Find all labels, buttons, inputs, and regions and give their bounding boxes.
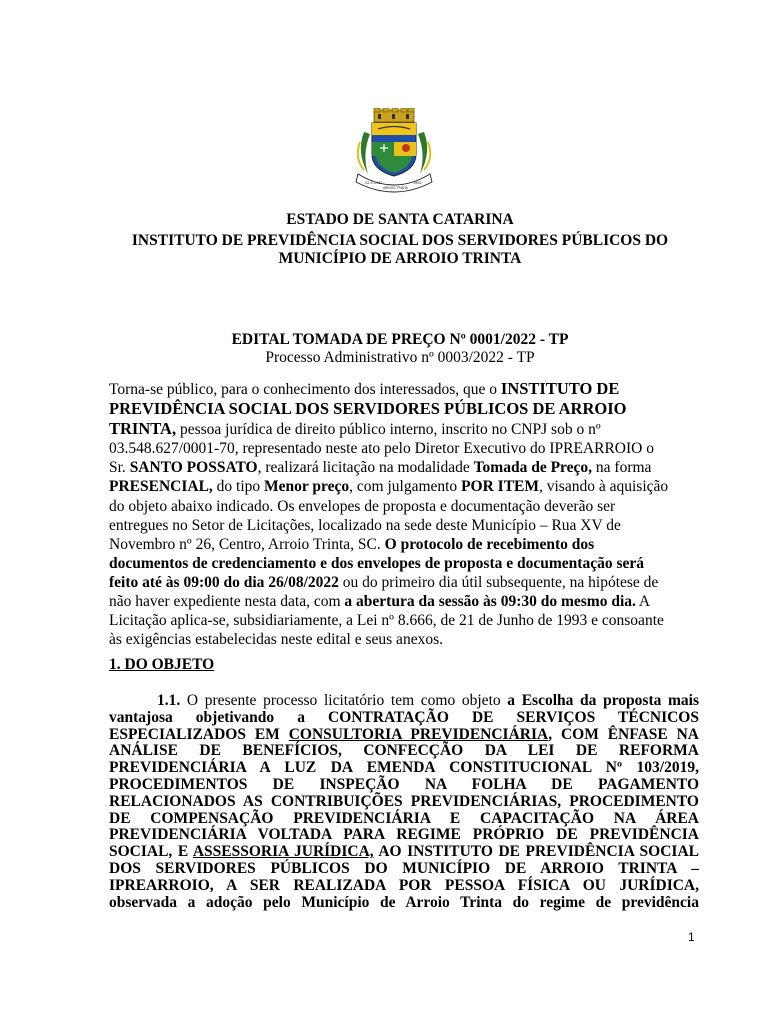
- director-name: SANTO POSSATO: [129, 459, 258, 477]
- item-line: DOS SERVIDORES PÚBLICOS DO MUNICÍPIO DE ARROIO TRINTA –: [109, 859, 699, 877]
- item-line: DE COMPENSAÇÃO PREVIDENCIÁRIA E CAPACITAÇÃO NA ÁREA: [109, 809, 699, 827]
- item-line: O presente processo licitatório tem como objeto: [186, 692, 501, 709]
- item-line-underlined: CONSULTORIA PREVIDENCIÁRIA: [288, 725, 549, 743]
- header-municipality: MUNICÍPIO DE ARROIO TRINTA: [278, 250, 522, 267]
- intro-text-6: , com julgamento: [349, 478, 462, 496]
- item-line: vantajosa objetivando a CONTRATAÇÃO DE SERVIÇOS TÉCNICOS: [109, 708, 699, 726]
- type: Menor preço: [264, 478, 350, 496]
- intro-text-2: pessoa jurídica de direito público interno, inscrito no CNPJ sob o nº 03.548.627/0001-70, representado neste ato pelo Diretor Executivo do IPREARROIO o Sr.: [109, 421, 654, 477]
- crest-banner-mid: ARROIO TRINTA: [383, 186, 408, 190]
- item-line: AO INSTITUTO DE PREVIDÊNCIA SOCIAL: [373, 843, 699, 861]
- form: PRESENCIAL,: [109, 478, 213, 496]
- item-line: PREVIDENCIÁRIA VOLTADA PARA REGIME PRÓPRIO DE PREVIDÊNCIA: [109, 826, 699, 844]
- header-institute: INSTITUTO DE PREVIDÊNCIA SOCIAL DOS SERVIDORES PÚBLICOS DO: [131, 232, 669, 249]
- item-line: PREVIDENCIÁRIA A LUZ DA EMENDA CONSTITUCIONAL Nº 103/2019,: [109, 759, 699, 777]
- item-line: RELACIONADOS AS CONTRIBUIÇÕES PREVIDENCIÁRIAS, PROCEDIMENTO: [109, 792, 699, 810]
- session-opening: a abertura da sessão às 09:30 do mesmo dia.: [344, 593, 636, 611]
- intro-text-5: do tipo: [212, 478, 265, 496]
- intro-text-1: Torna-se público, para o conhecimento dos interessados, que o: [109, 381, 501, 398]
- judgement: POR ITEM: [461, 478, 539, 496]
- process-number: Processo Administrativo nº 0003/2022 - TP: [265, 349, 535, 366]
- intro-paragraph: [109, 379, 669, 649]
- section-heading-objeto: 1. DO OBJETO: [109, 656, 215, 673]
- item-line: IPREARROIO, A SER REALIZADA POR PESSOA FÍSICA OU JURÍDICA,: [109, 876, 699, 894]
- protocol-deadline: O protocolo de recebimento dos documentos de credenciamento e dos envelopes de proposta e documentação será feito até às 09:00 do dia 26/08/2022: [109, 535, 644, 591]
- item-line-underlined: ASSESSORIA JURÍDICA,: [192, 843, 374, 861]
- intro-text-3: , realizará licitação na modalidade: [257, 459, 474, 477]
- item-line: a Escolha da proposta mais: [507, 692, 700, 709]
- intro-text-7: , visando à aquisição do objeto abaixo indicado. Os envelopes de proposta e documentação deverão ser entregues no Setor de Licitações, localizado na sede deste Município – Rua XV de Novembro nº 26, Centro, Arroio Trinta, SC.: [109, 478, 669, 553]
- section-item-1-1: [109, 693, 699, 911]
- item-line: ESPECIALIZADOS EM: [109, 725, 289, 743]
- item-line: PROCEDIMENTOS DE INSPEÇÃO NA FOLHA DE PAGAMENTO: [109, 775, 699, 793]
- item-line: observada a adoção pelo Município de Arroio Trinta do regime de previdência: [109, 893, 699, 911]
- modality: Tomada de Preço,: [473, 459, 593, 477]
- item-number: 1.1.: [157, 692, 181, 709]
- institute-name: INSTITUTO DE PREVIDÊNCIA SOCIAL DOS SERVIDORES PÚBLICOS DE ARROIO TRINTA,: [109, 379, 627, 439]
- coat-of-arms-logo: [350, 108, 438, 194]
- item-line: , COM ÊNFASE NA: [548, 725, 699, 743]
- item-line: SOCIAL, E: [109, 843, 193, 861]
- edital-title: EDITAL TOMADA DE PREÇO Nº 0001/2022 - TP: [231, 331, 569, 348]
- intro-text-4: na forma: [592, 459, 652, 477]
- intro-text-9: A Licitação aplica-se, subsidiariamente, a Lei nº 8.666, de 21 de Junho de 1993 e consoante às exigências estabelecidas neste edital e seus anexos.: [109, 593, 664, 649]
- crest-banner-right: 1962: [413, 181, 422, 185]
- intro-text-8: ou do primeiro dia útil subsequente, na hipótese de não haver expediente nesta data, com: [109, 573, 659, 611]
- header-state: ESTADO DE SANTA CATARINA: [286, 211, 514, 228]
- item-line: ANÁLISE DE BENEFÍCIOS, CONFECÇÃO DA LEI DE REFORMA: [109, 742, 699, 760]
- page-number: 1: [688, 930, 695, 944]
- crest-banner-left: 22-5-1962: [365, 181, 383, 185]
